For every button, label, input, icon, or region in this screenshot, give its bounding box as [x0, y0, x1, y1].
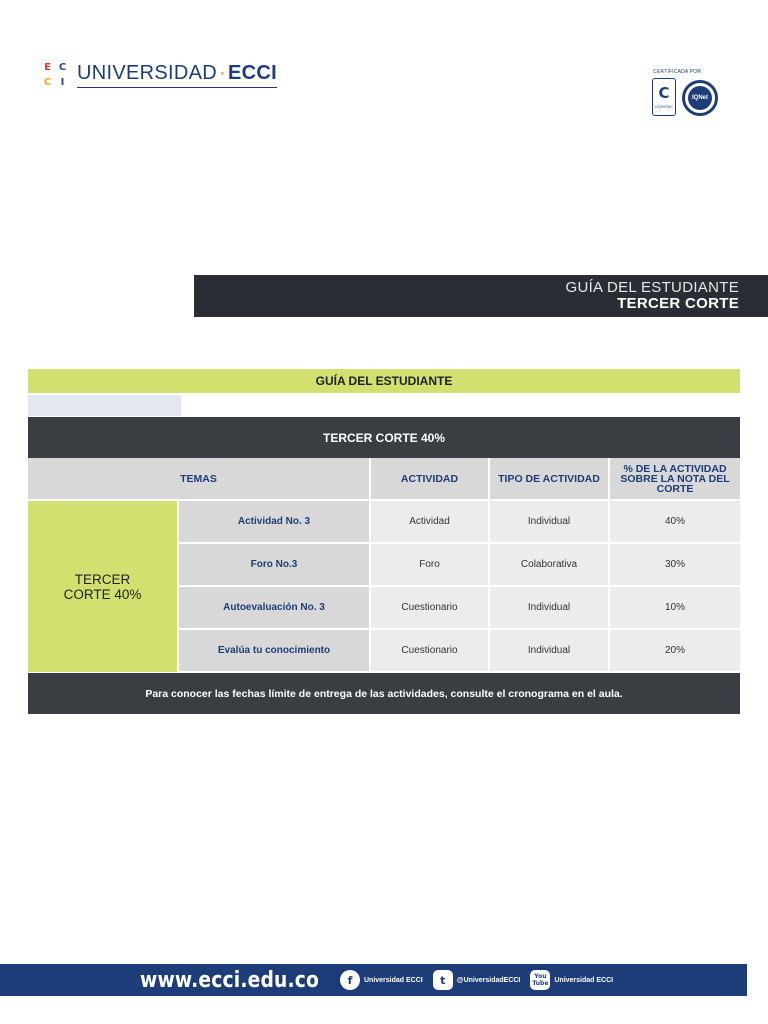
icontec-seal: [652, 78, 676, 116]
group-label-text: TERCER CORTE 40%: [63, 571, 142, 602]
row-porcentaje: 20%: [610, 630, 740, 673]
row-actividad: Foro: [371, 544, 490, 587]
logo-wordmark: [77, 62, 277, 88]
logo-letter: I: [60, 77, 65, 88]
logo-separator: ·: [219, 62, 226, 84]
row-porcentaje: 40%: [610, 501, 740, 544]
row-tipo: Individual: [490, 630, 610, 673]
banner-subtitle: GUÍA DEL ESTUDIANTE: [565, 279, 739, 296]
row-porcentaje: 10%: [610, 587, 740, 630]
row-actividad: Cuestionario: [371, 587, 490, 630]
banner-title: TERCER CORTE: [617, 295, 739, 312]
university-logo: [41, 57, 277, 93]
row-tema: Evalúa tu conocimiento: [179, 630, 371, 673]
table-body: [28, 501, 740, 673]
facebook-icon: f: [340, 970, 360, 990]
logo-letter: C: [58, 62, 67, 73]
logo-name-part2: ECCI: [227, 62, 277, 84]
social-twitter[interactable]: [433, 970, 521, 990]
social-facebook[interactable]: [340, 970, 423, 990]
social-label: @UniversidadECCI: [456, 976, 521, 984]
header-tipo: TIPO DE ACTIVIDAD: [490, 458, 610, 501]
decorative-strip: [28, 395, 181, 416]
social-label: Universidad ECCI: [364, 976, 423, 984]
row-tipo: Colaborativa: [490, 544, 610, 587]
social-links: [340, 970, 623, 990]
logo-letter: C: [43, 77, 52, 88]
icontec-mark: C: [658, 83, 670, 102]
header-temas: TEMAS: [28, 458, 371, 501]
logo-name-part1: UNIVERSIDAD: [77, 62, 217, 84]
row-tema: Actividad No. 3: [179, 501, 371, 544]
page-footer: [0, 964, 747, 996]
row-tema: Autoevaluación No. 3: [179, 587, 371, 630]
table-row: [179, 544, 740, 587]
row-tipo: Individual: [490, 587, 610, 630]
certification-badges: [650, 69, 722, 119]
row-actividad: Cuestionario: [371, 630, 490, 673]
twitter-icon: t: [433, 970, 453, 990]
table-row: [179, 630, 740, 673]
table-footnote: Para conocer las fechas límite de entrega de las actividades, consulte el cronograma en el aula.: [28, 673, 740, 714]
table-title: TERCER CORTE 40%: [28, 417, 740, 458]
certification-title: CERTIFICADA POR: [653, 69, 702, 75]
iqnet-seal: [682, 80, 718, 116]
table-header-row: [28, 458, 740, 501]
row-porcentaje: 30%: [610, 544, 740, 587]
logo-mark: [41, 61, 69, 89]
activities-table: [28, 417, 740, 714]
social-youtube[interactable]: [530, 970, 613, 990]
guide-title-bar: GUÍA DEL ESTUDIANTE: [28, 369, 740, 393]
row-actividad: Actividad: [371, 501, 490, 544]
youtube-icon: You Tube: [530, 970, 550, 990]
header-porcentaje: % DE LA ACTIVIDAD SOBRE LA NOTA DEL CORTE: [610, 458, 740, 501]
group-label: [28, 501, 179, 672]
title-banner: [194, 275, 768, 317]
table-row: [179, 501, 740, 544]
social-label: Universidad ECCI: [554, 976, 614, 984]
website-link[interactable]: www.ecci.edu.co: [140, 967, 320, 993]
row-tipo: Individual: [490, 501, 610, 544]
table-row: [179, 587, 740, 630]
iqnet-label: IQNet: [688, 86, 712, 110]
header-actividad: ACTIVIDAD: [371, 458, 490, 501]
logo-letter: E: [44, 62, 51, 73]
table-rows: [179, 501, 740, 673]
icontec-label: ICONTEC: [655, 103, 673, 109]
row-tema: Foro No.3: [179, 544, 371, 587]
